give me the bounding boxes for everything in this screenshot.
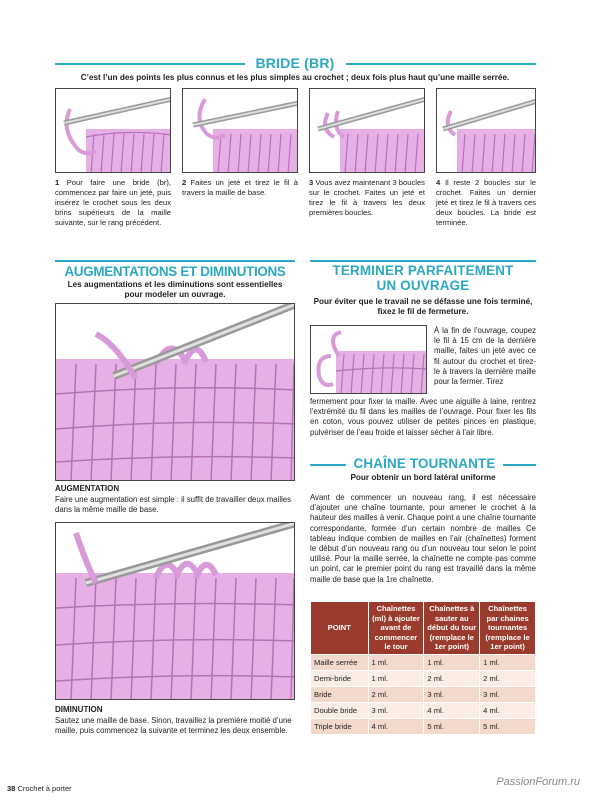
step-number: 3 [309, 178, 314, 187]
chaine-table [310, 601, 536, 735]
bride-step-4-text [436, 178, 536, 228]
watermark: PassionForum.ru [496, 776, 580, 788]
chaine-title: CHAÎNE TOURNANTE [353, 456, 496, 471]
augmentation-illustration [55, 303, 295, 481]
table-cell: 2 ml. [480, 670, 536, 686]
table-cell: 5 ml. [480, 718, 536, 734]
augmentation-label: AUGMENTATION [55, 484, 120, 493]
table-cell: 3 ml. [424, 686, 480, 702]
table-header-col2: Chaînettes à sauter au début du tour (remplace le 1er point) [424, 602, 480, 655]
terminer-title-line1: TERMINER PARFAITEMENT [332, 263, 514, 278]
table-cell: 1 ml. [424, 654, 480, 670]
bride-step-3-svg [310, 89, 425, 173]
magazine-name: Crochet à porter [17, 784, 72, 793]
table-row [311, 702, 536, 718]
step-number: 4 [436, 178, 441, 187]
table-row [311, 686, 536, 702]
bride-rule-right [346, 63, 536, 65]
diminution-svg [56, 523, 295, 700]
table-cell: 4 ml. [368, 718, 424, 734]
table-row [311, 718, 536, 734]
table-header-row [311, 602, 536, 655]
augmentation-text: Faire une augmentation est simple : il suffit de travailler deux mailles dans la même maille de base. [55, 495, 292, 515]
bride-step-1-illustration [55, 88, 171, 173]
page-footer [7, 784, 72, 793]
table-cell: 5 ml. [424, 718, 480, 734]
step-number: 2 [182, 178, 187, 187]
table-cell: 2 ml. [424, 670, 480, 686]
terminer-text-side: À la fin de l’ouvrage, coupez le fil à 15 cm de la dernière maille, faites un jeté avec ce fil autour du crochet et tirez-le à travers la dernière maille pour la fermer. Tirez [434, 326, 536, 387]
chaine-rule-right [503, 464, 536, 466]
table-header-col3: Chaînettes par chaines tournantes (remplace le 1er point) [480, 602, 536, 655]
table-cell: 1 ml. [480, 654, 536, 670]
terminer-svg [311, 326, 427, 394]
bride-step-1-svg [56, 89, 171, 173]
aug-subtitle: Les augmentations et les diminutions sont essentielles pour modeler un ouvrage. [67, 280, 283, 299]
bride-step-4-svg [437, 89, 536, 173]
page-number: 38 [7, 784, 16, 793]
step-number: 1 [55, 178, 60, 187]
table-cell: 4 ml. [424, 702, 480, 718]
table-cell: 1 ml. [368, 654, 424, 670]
bride-step-2-svg [183, 89, 298, 173]
terminer-subtitle: Pour éviter que le travail ne se défasse une fois terminé, fixez le fil de fermeture. [313, 297, 533, 316]
terminer-illustration [310, 325, 427, 394]
table-cell: Bride [311, 686, 369, 702]
chaine-subtitle: Pour obtenir un bord latéral uniforme [350, 473, 496, 482]
table-row [311, 670, 536, 686]
bride-step-3-illustration [309, 88, 425, 173]
step-text: Vous avez maintenant 3 boucles sur le crochet. Faites un jeté et tirez le fil à travers les deux premières boucles. [309, 178, 425, 217]
table-cell: 3 ml. [368, 702, 424, 718]
step-text: Faites un jeté et tirez le fil à travers la maille de base. [182, 178, 298, 197]
table-cell: 2 ml. [368, 686, 424, 702]
table-cell: Maille serrée [311, 654, 369, 670]
bride-subtitle: C’est l’un des points les plus connus et les plus simples au crochet ; deux fois plus haut qu’une maille serrée. [80, 73, 510, 82]
diminution-label: DIMINUTION [55, 705, 103, 714]
aug-rule-top [55, 260, 295, 262]
table-cell: 3 ml. [480, 686, 536, 702]
chaine-text: Avant de commencer un nouveau rang, il est nécessaire d’ajouter une chaîne tournante, pour amener le crochet à la hauteur des mailles à venir. Chaque point a une chaîne tournante correspondante, formée d’un certain nombre de mailles Ce tableau indique combien de mailles en l’air (chaînettes) forment le début d’un nouveau rang ou d’un nouveau tour selon le point utilisé. Pour la maille serrée, la chaînette ne compte pas comme un point, car le premier point du rang est travaillé dans la même maille de base que la 1re chaînette. [310, 493, 536, 584]
augmentation-svg [56, 304, 295, 481]
bride-step-2-illustration [182, 88, 298, 173]
diminution-text: Sautez une maille de base. Sinon, travaillez la première moitié d’une maille, puis commencez la suivante et terminez les deux ensemble. [55, 716, 292, 736]
table-cell: Demi-bride [311, 670, 369, 686]
bride-step-3-text [309, 178, 425, 218]
bride-rule-left [55, 63, 245, 65]
step-text: Pour faire une bride (br), commencez par faire un jeté, puis insérez le crochet sous les deux brins supérieurs de la maille suivante, sur le rang précédent. [55, 178, 171, 227]
terminer-text-full: fermement pour fixer la maille. Avec une aiguille à laine, rentrez l’extrémité du fil dans les mailles de l’ouvrage. Pour fixer les fils en coton, vous pouvez utiliser de petites pinces en plastique, pulvériser de l’eau froide et laisser sécher à l’air libre. [310, 397, 536, 437]
bride-title: BRIDE (BR) [255, 55, 335, 71]
step-text: Il reste 2 boucles sur le crochet. Faites un dernier jeté et tirez le fil à travers ces deux boucles. La bride est terminée. [436, 178, 536, 227]
terminer-title-line2: UN OUVRAGE [376, 278, 470, 293]
terminer-rule-top [310, 260, 536, 262]
bride-step-2-text [182, 178, 298, 198]
table-cell: Double bride [311, 702, 369, 718]
table-cell: 1 ml. [368, 670, 424, 686]
table-cell: 4 ml. [480, 702, 536, 718]
table-header-point: POINT [311, 602, 369, 655]
bride-step-1-text [55, 178, 171, 228]
bride-step-4-illustration [436, 88, 536, 173]
aug-title: AUGMENTATIONS ET DIMINUTIONS [64, 264, 286, 279]
chaine-rule-left [310, 464, 346, 466]
table-header-col1: Chaînettes (ml) à ajouter avant de commencer le tour [368, 602, 424, 655]
table-cell: Triple bride [311, 718, 369, 734]
diminution-illustration [55, 522, 295, 700]
table-row [311, 654, 536, 670]
